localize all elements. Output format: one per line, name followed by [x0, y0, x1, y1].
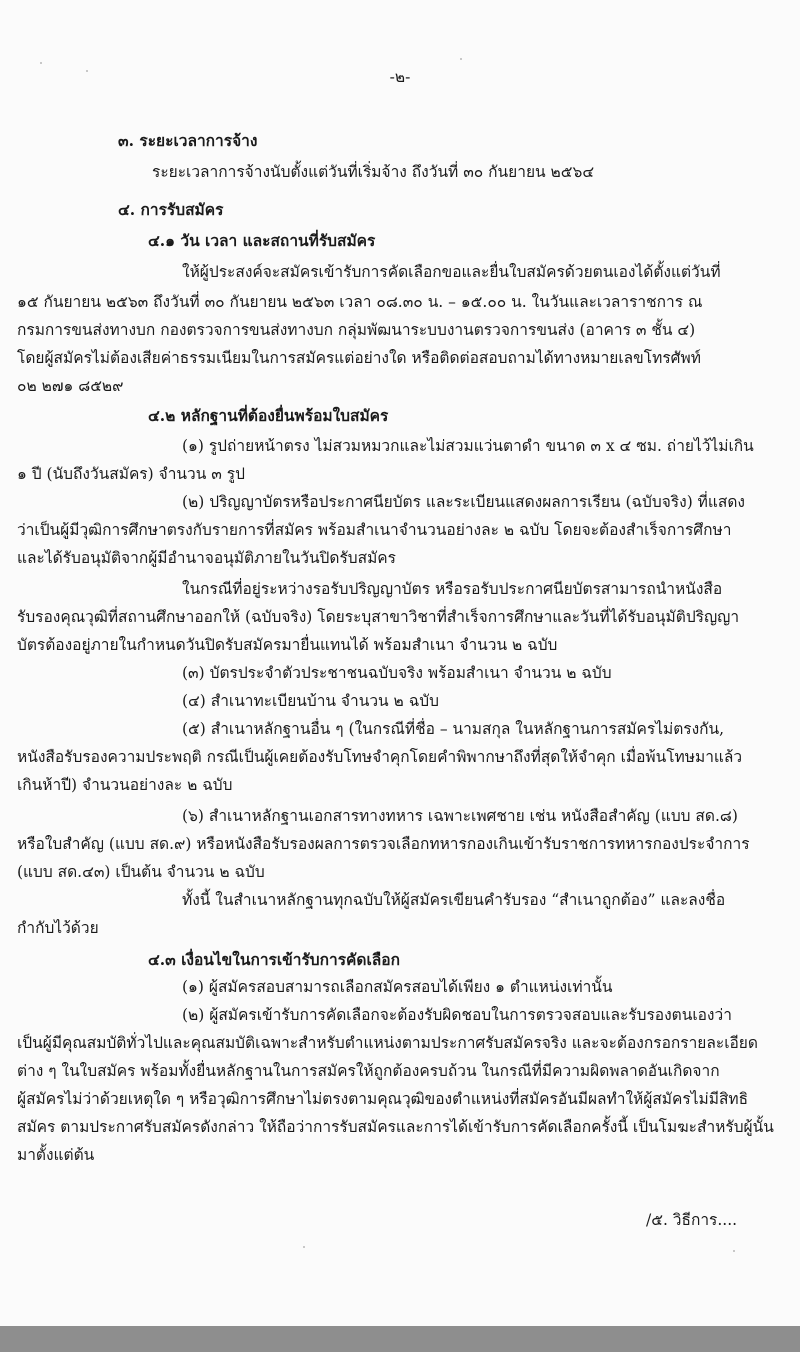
- paragraph-line: ผู้สมัครไม่ว่าด้วยเหตุใด ๆ หรือวุฒิการศึกษาไม่ตรงตามคุณวุฒิของตำแหน่งที่สมัครอันมีผลทำให้ผู้สมัครไม่มีสิทธิ: [17, 1090, 749, 1108]
- paragraph-line: และได้รับอนุมัติจากผู้มีอำนาจอนุมัติภายในวันปิดรับสมัคร: [17, 549, 396, 567]
- paragraph-line: หนังสือรับรองความประพฤติ กรณีเป็นผู้เคยต้องรับโทษจำคุกโดยคำพิพากษาถึงที่สุดให้จำคุก เมื่อพ้นโทษมาแล้ว: [17, 748, 743, 766]
- paragraph-line: รับรองคุณวุฒิที่สถานศึกษาออกให้ (ฉบับจริง) โดยระบุสาขาวิชาที่สำเร็จการศึกษาและวันที่ได้รับอนุมัติปริญญา: [17, 608, 740, 626]
- paragraph-line: โดยผู้สมัครไม่ต้องเสียค่าธรรมเนียมในการสมัครแต่อย่างใด หรือติดต่อสอบถามได้ทางหมายเลขโทรศัพท์: [17, 349, 701, 367]
- list-item: (๖) สำเนาหลักฐานเอกสารทางทหาร เฉพาะเพศชาย เช่น หนังสือสำคัญ (แบบ สด.๘): [182, 807, 738, 825]
- paragraph-line: เกินห้าปี) จำนวนอย่างละ ๒ ฉบับ: [17, 776, 233, 794]
- scan-speck: [40, 62, 42, 64]
- list-item: (๔) สำเนาทะเบียนบ้าน จำนวน ๒ ฉบับ: [182, 692, 439, 710]
- paragraph-line: ๑ ปี (นับถึงวันสมัคร) จำนวน ๓ รูป: [17, 465, 245, 483]
- paragraph-line: ทั้งนี้ ในสำเนาหลักฐานทุกฉบับให้ผู้สมัครเขียนคำรับรอง “สำเนาถูกต้อง” และลงชื่อ: [182, 891, 726, 909]
- paragraph-line: หรือใบสำคัญ (แบบ สด.๙) หรือหนังสือรับรองผลการตรวจเลือกทหารกองเกินเข้ารับราชการทหารกองประจำการ: [17, 835, 750, 853]
- scan-speck: [460, 58, 462, 60]
- paragraph-line: ในกรณีที่อยู่ระหว่างรอรับปริญญาบัตร หรือรอรับประกาศนียบัตรสามารถนำหนังสือ: [182, 580, 723, 598]
- paragraph-line: เป็นผู้มีคุณสมบัติทั่วไปและคุณสมบัติเฉพาะสำหรับตำแหน่งตามประกาศรับสมัครจริง และจะต้องกรอกรายละเอียด: [17, 1034, 758, 1052]
- paragraph-line: ๑๕ กันยายน ๒๕๖๓ ถึงวันที่ ๓๐ กันยายน ๒๕๖๓ เวลา ๐๘.๓๐ น. – ๑๕.๐๐ น. ในวันและเวลาราชการ ณ: [17, 293, 703, 311]
- paragraph-line: กรมการขนส่งทางบก กองตรวจการขนส่งทางบก กลุ่มพัฒนาระบบงานตรวจการขนส่ง (อาคาร ๓ ชั้น ๔): [17, 321, 696, 339]
- paragraph-line: ว่าเป็นผู้มีวุฒิการศึกษาตรงกับรายการที่สมัคร พร้อมสำเนาจำนวนอย่างละ ๒ ฉบับ โดยจะต้องสำเร็จการศึกษา: [17, 521, 732, 539]
- section-3-heading: ๓. ระยะเวลาการจ้าง: [118, 131, 258, 150]
- scan-speck: [733, 1250, 735, 1252]
- scan-speck: [303, 1246, 305, 1248]
- section-4-2-heading: ๔.๒ หลักฐานที่ต้องยื่นพร้อมใบสมัคร: [148, 406, 389, 425]
- list-item: (๒) ผู้สมัครเข้ารับการคัดเลือกจะต้องรับผิดชอบในการตรวจสอบและรับรองตนเองว่า: [182, 1006, 732, 1024]
- paragraph-line: ให้ผู้ประสงค์จะสมัครเข้ารับการคัดเลือกขอและยื่นใบสมัครด้วยตนเองได้ตั้งแต่วันที่: [182, 263, 721, 281]
- list-item: (๑) รูปถ่ายหน้าตรง ไม่สวมหมวกและไม่สวมแว่นตาดำ ขนาด ๓ x ๔ ซม. ถ่ายไว้ไม่เกิน: [182, 437, 754, 455]
- paragraph-line: (แบบ สด.๔๓) เป็นต้น จำนวน ๒ ฉบับ: [17, 863, 265, 881]
- section-3-text: ระยะเวลาการจ้างนับตั้งแต่วันที่เริ่มจ้าง ถึงวันที่ ๓๐ กันยายน ๒๕๖๔: [152, 163, 595, 181]
- list-item: (๓) บัตรประจำตัวประชาชนฉบับจริง พร้อมสำเนา จำนวน ๒ ฉบับ: [182, 664, 612, 682]
- paragraph-line: บัตรต้องอยู่ภายในกำหนดวันปิดรับสมัครมายื่นแทนได้ พร้อมสำเนา จำนวน ๒ ฉบับ: [17, 636, 558, 654]
- paragraph-line: กำกับไว้ด้วย: [17, 919, 99, 937]
- list-item: (๕) สำเนาหลักฐานอื่น ๆ (ในกรณีที่ชื่อ – นามสกุล ในหลักฐานการสมัครไม่ตรงกัน,: [182, 720, 725, 738]
- scan-bottom-edge: [0, 1326, 800, 1352]
- section-4-heading: ๔. การรับสมัคร: [118, 200, 224, 219]
- paragraph-line: ๐๒ ๒๗๑ ๘๕๒๙: [17, 377, 124, 395]
- next-page-reference: /๕. วิธีการ....: [646, 1211, 738, 1229]
- paragraph-line: สมัคร ตามประกาศรับสมัครดังกล่าว ให้ถือว่าการรับสมัครและการได้เข้ารับการคัดเลือกครั้งนี้ เป็นโมฆะสำหรับผู้นั้น: [17, 1118, 774, 1136]
- section-4-1-heading: ๔.๑ วัน เวลา และสถานที่รับสมัคร: [148, 231, 376, 250]
- list-item: (๑) ผู้สมัครสอบสามารถเลือกสมัครสอบได้เพียง ๑ ตำแหน่งเท่านั้น: [182, 978, 613, 996]
- list-item: (๒) ปริญญาบัตรหรือประกาศนียบัตร และระเบียนแสดงผลการเรียน (ฉบับจริง) ที่แสดง: [182, 493, 745, 511]
- section-4-3-heading: ๔.๓ เงื่อนไขในการเข้ารับการคัดเลือก: [148, 950, 400, 969]
- paragraph-line: ต่าง ๆ ในใบสมัคร พร้อมทั้งยื่นหลักฐานในการสมัครให้ถูกต้องครบถ้วน ในกรณีที่มีความผิดพลาดอันเกิดจาก: [17, 1062, 720, 1080]
- paragraph-line: มาตั้งแต่ต้น: [17, 1146, 95, 1164]
- page-number: -๒-: [389, 68, 411, 86]
